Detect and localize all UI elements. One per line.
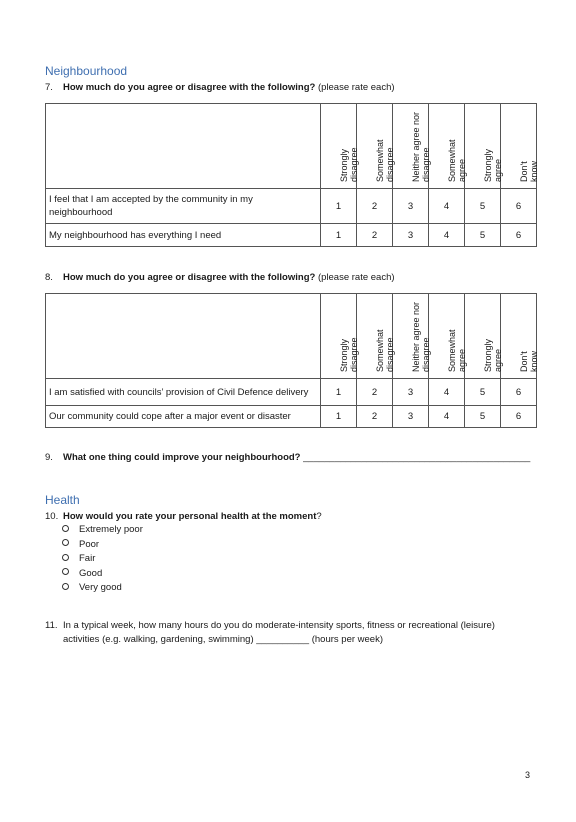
page-number: 3 — [525, 770, 531, 780]
rating-option[interactable]: 1 — [321, 189, 357, 224]
option-label: Fair — [79, 553, 96, 564]
question-number: 8. — [45, 272, 53, 283]
question-note: (please rate each) — [315, 82, 395, 93]
section-title-health: Health — [45, 493, 80, 507]
question-number: 11. — [45, 620, 58, 631]
rating-option[interactable]: 5 — [465, 224, 501, 247]
question-number: 7. — [45, 82, 53, 93]
column-header: Strongly disagree — [321, 294, 357, 379]
rating-option[interactable]: 6 — [501, 189, 537, 224]
rating-option[interactable]: 2 — [357, 189, 393, 224]
table-row — [46, 406, 537, 428]
radio-option[interactable] — [62, 567, 143, 582]
rating-option[interactable]: 3 — [393, 379, 429, 406]
statement-cell: Our community could cope after a major event or disaster — [46, 406, 321, 428]
statement-cell: I feel that I am accepted by the community in my neighbourhood — [46, 189, 321, 224]
section-title-neighbourhood: Neighbourhood — [45, 64, 128, 78]
column-header: Strongly agree — [465, 104, 501, 189]
radio-circle-icon[interactable] — [62, 525, 69, 532]
radio-option[interactable] — [62, 538, 143, 553]
option-label: Very good — [79, 582, 122, 593]
rating-option[interactable]: 3 — [393, 406, 429, 428]
column-header: Somewhat disagree — [357, 294, 393, 379]
option-label: Extremely poor — [79, 524, 143, 535]
health-options — [62, 523, 143, 596]
question-10 — [45, 510, 322, 523]
option-label: Good — [79, 567, 103, 579]
rating-table-q8 — [45, 293, 537, 428]
question-number: 10. — [45, 511, 59, 522]
column-header: Neither agree nor disagree — [393, 294, 429, 379]
table-row — [46, 224, 537, 247]
question-text: What one thing could improve your neighbourhood? — [63, 452, 301, 463]
rating-option[interactable]: 2 — [357, 224, 393, 247]
rating-option[interactable]: 6 — [501, 379, 537, 406]
question-text: How much do you agree or disagree with the following? — [63, 272, 316, 283]
column-header: Neither agree nor disagree — [393, 104, 429, 189]
rating-option[interactable]: 1 — [321, 379, 357, 406]
rating-option[interactable]: 5 — [465, 189, 501, 224]
option-label: Poor — [79, 538, 100, 550]
question-text: How much do you agree or disagree with the following? — [63, 82, 316, 93]
rating-option[interactable]: 1 — [321, 406, 357, 428]
column-header: Somewhat disagree — [357, 104, 393, 189]
statement-header — [46, 104, 321, 189]
radio-circle-icon[interactable] — [62, 554, 69, 561]
question-8 — [45, 271, 395, 284]
question-note: ? — [316, 511, 322, 522]
rating-option[interactable]: 4 — [429, 189, 465, 224]
statement-cell: I am satisfied with councils’ provision of Civil Defence delivery — [46, 379, 321, 406]
statement-header — [46, 294, 321, 379]
question-text-line1: In a typical week, how many hours do you do moderate-intensity sports, fitness or recreational (leisure) — [63, 620, 495, 631]
rating-option[interactable]: 4 — [429, 224, 465, 247]
question-9 — [45, 451, 530, 464]
radio-circle-icon[interactable] — [62, 539, 69, 546]
radio-option[interactable] — [62, 523, 143, 538]
column-header: Don't know — [501, 104, 537, 189]
radio-option[interactable] — [62, 581, 143, 596]
question-number: 9. — [45, 452, 53, 463]
column-header: Somewhat agree — [429, 104, 465, 189]
column-header: Don't know — [501, 294, 537, 379]
column-header: Strongly disagree — [321, 104, 357, 189]
radio-circle-icon[interactable] — [62, 568, 69, 575]
rating-table-q7 — [45, 103, 537, 247]
rating-option[interactable]: 3 — [393, 189, 429, 224]
answer-blank[interactable]: ___________________________________________ — [300, 452, 531, 463]
rating-option[interactable]: 4 — [429, 406, 465, 428]
rating-option[interactable]: 5 — [465, 379, 501, 406]
question-note: (please rate each) — [315, 272, 395, 283]
table-row — [46, 189, 537, 224]
rating-option[interactable]: 6 — [501, 224, 537, 247]
rating-option[interactable]: 6 — [501, 406, 537, 428]
question-7 — [45, 81, 395, 94]
rating-option[interactable]: 2 — [357, 406, 393, 428]
radio-option[interactable] — [62, 552, 143, 567]
statement-cell: My neighbourhood has everything I need — [46, 224, 321, 247]
rating-option[interactable]: 3 — [393, 224, 429, 247]
rating-option[interactable]: 2 — [357, 379, 393, 406]
rating-option[interactable]: 4 — [429, 379, 465, 406]
table-row — [46, 379, 537, 406]
question-text-line2[interactable]: activities (e.g. walking, gardening, swimming) __________ (hours per week) — [63, 634, 383, 645]
column-header: Somewhat agree — [429, 294, 465, 379]
question-11 — [45, 619, 535, 647]
question-text: How would you rate your personal health at the moment — [63, 511, 317, 522]
column-header: Strongly agree — [465, 294, 501, 379]
rating-option[interactable]: 1 — [321, 224, 357, 247]
radio-circle-icon[interactable] — [62, 583, 69, 590]
rating-option[interactable]: 5 — [465, 406, 501, 428]
